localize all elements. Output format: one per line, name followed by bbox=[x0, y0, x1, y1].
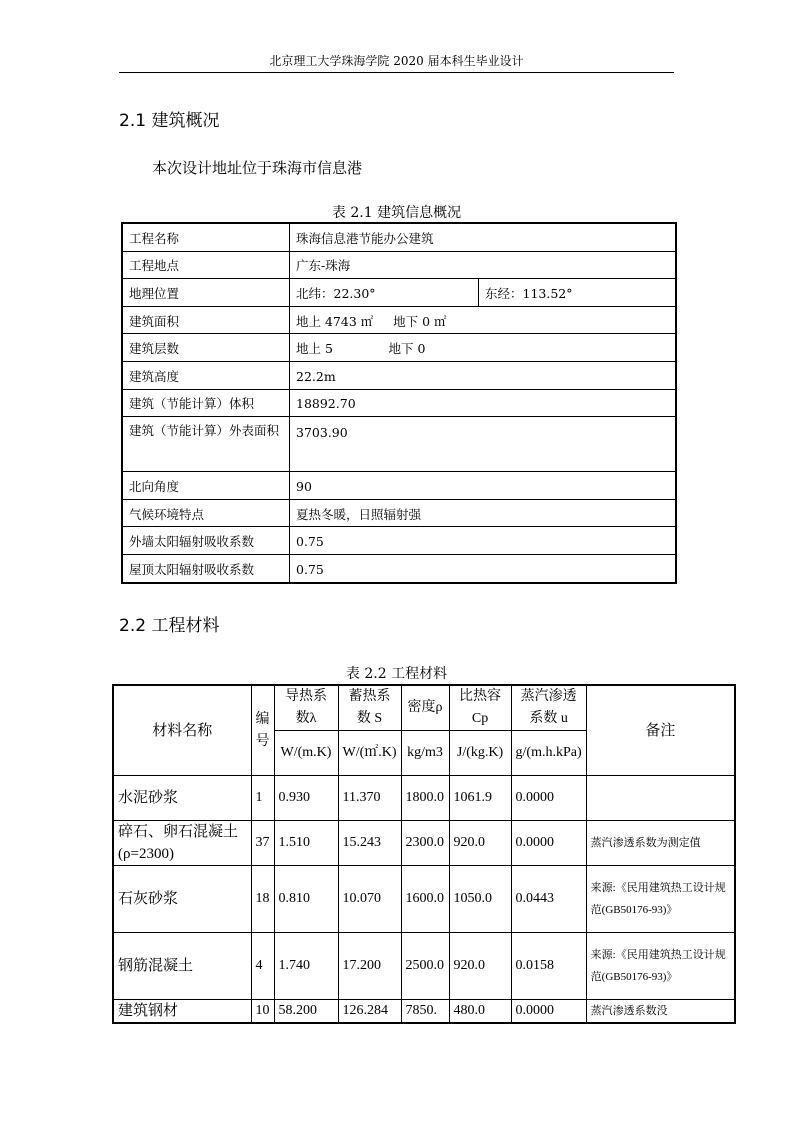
material-lambda: 1.740 bbox=[274, 933, 338, 1000]
unit-specific-heat: J/(kg.K) bbox=[449, 731, 511, 776]
section-title-materials: 2.2 工程材料 bbox=[119, 616, 220, 636]
material-name: 碎石、卵石混凝土(ρ=2300) bbox=[113, 821, 251, 866]
material-note: 来源:《民用建筑热工设计规范(GB50176-93)》 bbox=[586, 933, 735, 1000]
material-note: 蒸汽渗透系数没 bbox=[586, 1000, 735, 1024]
table2-caption: 表 2.2 工程材料 bbox=[345, 666, 448, 682]
table-row bbox=[122, 389, 676, 417]
material-note: 来源:《民用建筑热工设计规范(GB50176-93)》 bbox=[586, 866, 735, 933]
material-density: 7850. bbox=[401, 1000, 449, 1024]
material-vapor-permeability: 0.0443 bbox=[511, 866, 586, 933]
material-name: 钢筋混凝土 bbox=[113, 933, 251, 1000]
unit-vapor-permeability: g/(m.h.kPa) bbox=[511, 731, 586, 776]
material-density: 2500.0 bbox=[401, 933, 449, 1000]
row-value: 3703.90 bbox=[290, 417, 677, 472]
material-code: 10 bbox=[251, 1000, 274, 1024]
material-note bbox=[586, 776, 735, 821]
table1-caption: 表 2.1 建筑信息概况 bbox=[331, 205, 462, 221]
section-title-building-overview: 2.1 建筑概况 bbox=[119, 111, 220, 131]
row-value: 90 bbox=[290, 472, 677, 500]
material-code: 18 bbox=[251, 866, 274, 933]
material-density: 2300.0 bbox=[401, 821, 449, 866]
material-vapor-permeability: 0.0000 bbox=[511, 1000, 586, 1024]
row-value: 地上 5 地下 0 bbox=[290, 334, 677, 362]
table-row bbox=[113, 776, 735, 821]
row-label: 地理位置 bbox=[122, 279, 290, 307]
table-row bbox=[122, 279, 676, 307]
material-name: 水泥砂浆 bbox=[113, 776, 251, 821]
material-heat-storage: 126.284 bbox=[338, 1000, 401, 1024]
header-code: 编号 bbox=[251, 685, 274, 776]
header-material-name: 材料名称 bbox=[113, 685, 251, 776]
material-heat-storage: 11.370 bbox=[338, 776, 401, 821]
table-row bbox=[122, 223, 676, 251]
unit-density: kg/m3 bbox=[401, 731, 449, 776]
material-vapor-permeability: 0.0000 bbox=[511, 821, 586, 866]
material-heat-storage: 17.200 bbox=[338, 933, 401, 1000]
material-density: 1800.0 bbox=[401, 776, 449, 821]
table-row bbox=[122, 554, 676, 582]
longitude-value: 东经：113.52° bbox=[479, 279, 677, 307]
material-specific-heat: 920.0 bbox=[449, 821, 511, 866]
material-lambda: 0.810 bbox=[274, 866, 338, 933]
row-label: 工程名称 bbox=[122, 223, 290, 251]
row-value: 广东-珠海 bbox=[290, 251, 677, 279]
header-lambda: 导热系数λ bbox=[274, 685, 338, 731]
material-lambda: 1.510 bbox=[274, 821, 338, 866]
header-heat-storage: 蓄热系数 S bbox=[338, 685, 401, 731]
row-value: 18892.70 bbox=[290, 389, 677, 417]
table-row bbox=[122, 499, 676, 527]
row-label: 建筑（节能计算）外表面积 bbox=[122, 417, 290, 472]
table-row bbox=[113, 1000, 735, 1024]
row-label: 建筑高度 bbox=[122, 361, 290, 389]
material-name: 建筑钢材 bbox=[113, 1000, 251, 1024]
material-vapor-permeability: 0.0000 bbox=[511, 776, 586, 821]
table-row bbox=[122, 306, 676, 334]
material-specific-heat: 920.0 bbox=[449, 933, 511, 1000]
material-heat-storage: 15.243 bbox=[338, 821, 401, 866]
table-row bbox=[113, 866, 735, 933]
material-lambda: 58.200 bbox=[274, 1000, 338, 1024]
unit-heat-storage: W/(㎡.K) bbox=[338, 731, 401, 776]
header-divider bbox=[119, 72, 674, 73]
table-row bbox=[122, 417, 676, 472]
table-row bbox=[122, 361, 676, 389]
row-label: 外墙太阳辐射吸收系数 bbox=[122, 527, 290, 555]
row-value: 0.75 bbox=[290, 554, 677, 582]
material-specific-heat: 1061.9 bbox=[449, 776, 511, 821]
row-value: 珠海信息港节能办公建筑 bbox=[290, 223, 677, 251]
table-row bbox=[122, 527, 676, 555]
table-row bbox=[113, 821, 735, 866]
intro-paragraph: 本次设计地址位于珠海市信息港 bbox=[152, 159, 363, 177]
table-row bbox=[122, 334, 676, 362]
latitude-value: 北纬：22.30° bbox=[290, 279, 479, 307]
material-heat-storage: 10.070 bbox=[338, 866, 401, 933]
table-row bbox=[122, 251, 676, 279]
row-label: 建筑层数 bbox=[122, 334, 290, 362]
table-row bbox=[113, 933, 735, 1000]
material-code: 4 bbox=[251, 933, 274, 1000]
header-specific-heat: 比热容 Cp bbox=[449, 685, 511, 731]
row-label: 屋顶太阳辐射吸收系数 bbox=[122, 554, 290, 582]
unit-lambda: W/(m.K) bbox=[274, 731, 338, 776]
material-vapor-permeability: 0.0158 bbox=[511, 933, 586, 1000]
header-row bbox=[113, 685, 735, 731]
material-specific-heat: 480.0 bbox=[449, 1000, 511, 1024]
row-label: 工程地点 bbox=[122, 251, 290, 279]
row-label: 建筑（节能计算）体积 bbox=[122, 389, 290, 417]
building-info-table bbox=[121, 222, 677, 584]
row-label: 建筑面积 bbox=[122, 306, 290, 334]
material-code: 37 bbox=[251, 821, 274, 866]
page-header: 北京理工大学珠海学院 2020 届本科生毕业设计 bbox=[269, 54, 524, 68]
material-density: 1600.0 bbox=[401, 866, 449, 933]
row-value: 地上 4743 ㎡ 地下 0 ㎡ bbox=[290, 306, 677, 334]
header-vapor-permeability: 蒸汽渗透系数 u bbox=[511, 685, 586, 731]
header-density: 密度ρ bbox=[401, 685, 449, 731]
header-note: 备注 bbox=[586, 685, 735, 776]
table-row bbox=[122, 472, 676, 500]
material-specific-heat: 1050.0 bbox=[449, 866, 511, 933]
row-value: 22.2m bbox=[290, 361, 677, 389]
material-lambda: 0.930 bbox=[274, 776, 338, 821]
material-name: 石灰砂浆 bbox=[113, 866, 251, 933]
materials-table bbox=[112, 684, 736, 1024]
row-value: 0.75 bbox=[290, 527, 677, 555]
row-value: 夏热冬暖，日照辐射强 bbox=[290, 499, 677, 527]
material-note: 蒸汽渗透系数为测定值 bbox=[586, 821, 735, 866]
row-label: 气候环境特点 bbox=[122, 499, 290, 527]
row-label: 北向角度 bbox=[122, 472, 290, 500]
material-code: 1 bbox=[251, 776, 274, 821]
